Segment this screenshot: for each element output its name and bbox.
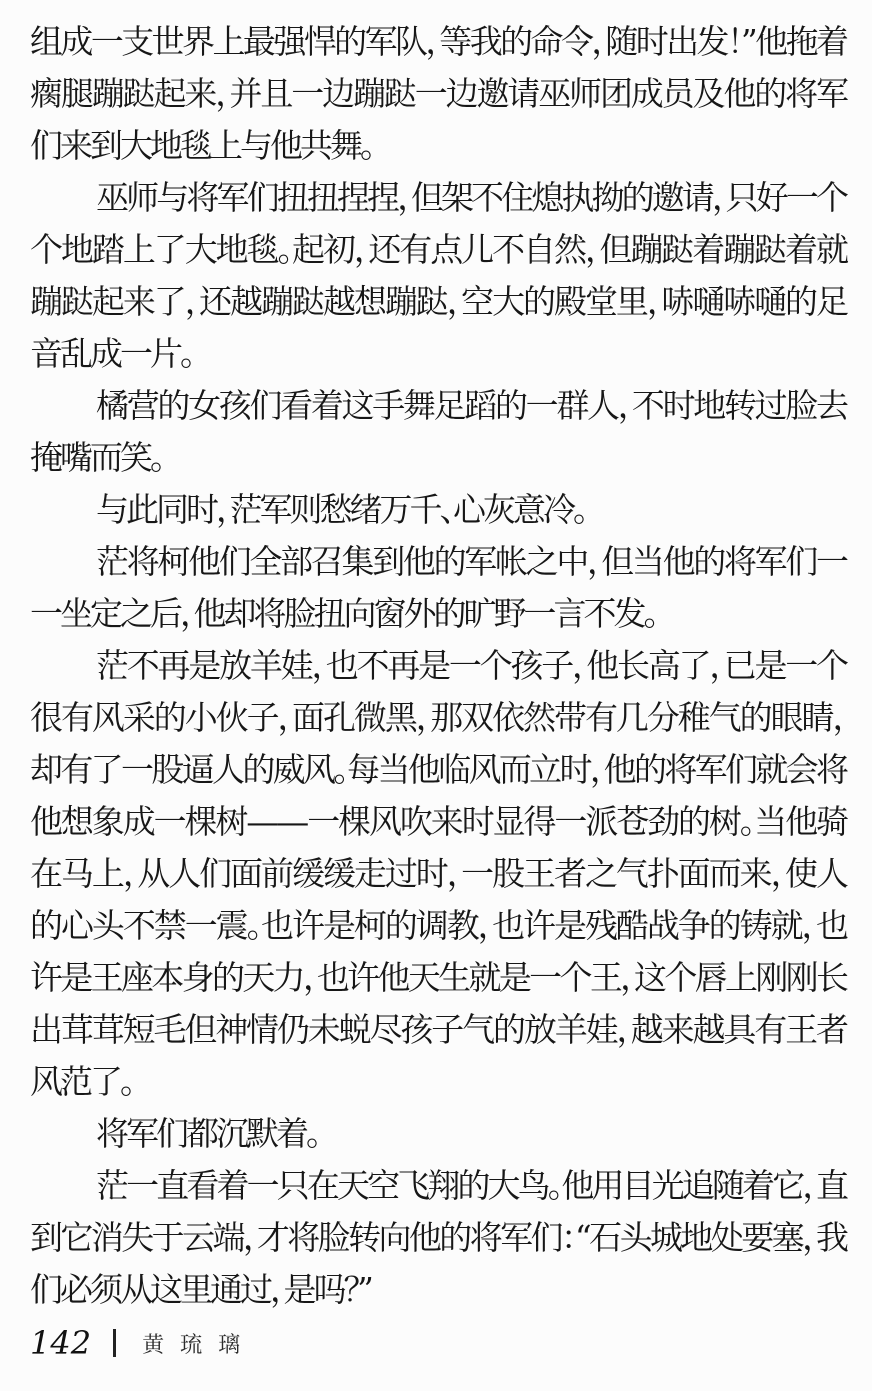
paragraph: 茫不再是放羊娃，也不再是一个孩子，他长高了，已是一个很有风采的小伙子，面孔微黑，那双依然带有几分稚气的眼睛，却有了一股逼人的威风。每当他临风而立时，他的将军们就会将他想象成一棵树——一棵风吹来时显得一派苍劲的树。当他骑在马上，从人们面前缓缓走过时，一股王者之气扑面而来，使人的心头不禁一震。也许是柯的调教，也许是残酷战争的铸就，也许是王座本身的天力，也许他天生就是一个王，这个唇上刚刚长出茸茸短毛但神情仍未蜕尽孩子气的放羊娃，越来越具有王者风范了。 bbox=[30, 646, 846, 1101]
paragraph: 茫将柯他们全部召集到他的军帐之中，但当他的将军们一一坐定之后，他却将脸扭向窗外的旷野一言不发。 bbox=[30, 542, 846, 633]
paragraph: 茫一直看着一只在天空飞翔的大鸟。他用目光追随着它，直到它消失于云端，才将脸转向他的将军们：“石头城地处要塞，我们必须从这里通过，是吗？” bbox=[30, 1166, 846, 1309]
page-footer bbox=[30, 1324, 256, 1362]
page-number: 142 bbox=[30, 1324, 92, 1362]
paragraph: 组成一支世界上最强悍的军队，等我的命令，随时出发！”他拖着瘸腿蹦跶起来，并且一边蹦跶一边邀请巫师团成员及他的将军们来到大地毯上与他共舞。 bbox=[30, 22, 846, 165]
book-title: 黄琉璃 bbox=[142, 1332, 257, 1358]
footer-divider bbox=[113, 1329, 116, 1357]
paragraph: 与此同时，茫军则愁绪万千、心灰意冷。 bbox=[96, 490, 587, 529]
paragraph: 将军们都沉默着。 bbox=[96, 1114, 320, 1153]
paragraph: 巫师与将军们扭扭捏捏，但架不住熄执拗的邀请，只好一个个地踏上了大地毯。起初，还有点儿不自然，但蹦跶着蹦跶着就蹦跶起来了，还越蹦跶越想蹦跶，空大的殿堂里，哧嗵哧嗵的足音乱成一片。 bbox=[30, 178, 846, 373]
paragraph: 橘营的女孩们看着这手舞足蹈的一群人，不时地转过脸去掩嘴而笑。 bbox=[30, 386, 846, 477]
page-text bbox=[30, 16, 846, 1316]
